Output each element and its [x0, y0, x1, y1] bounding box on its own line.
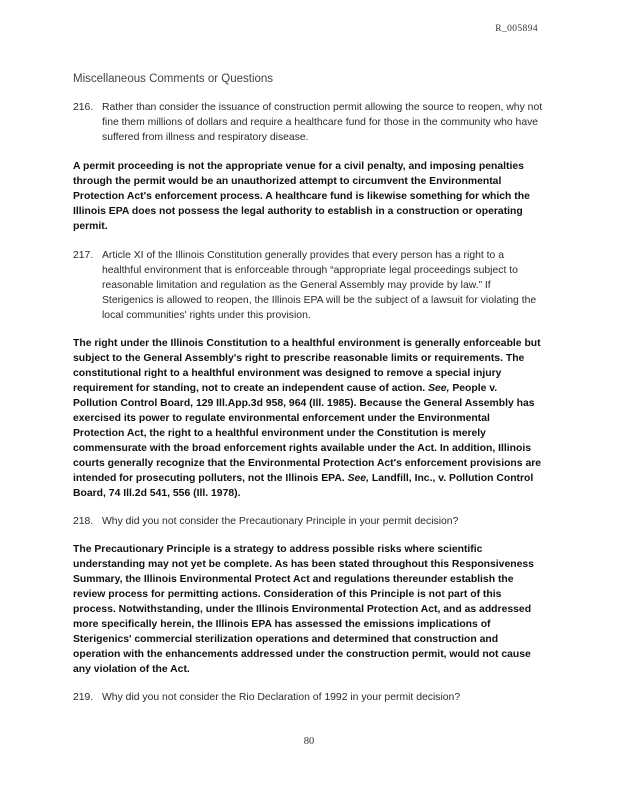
question-216 — [73, 100, 543, 145]
citation-signal: See, — [347, 473, 369, 484]
answer-216: A permit proceeding is not the appropriate venue for a civil penalty, and imposing penalties through the permit would be an unauthorized attempt to circumvent the Environmental Protection Act's enforcement process. A healthcare fund is likewise something for which the Illinois EPA does not possess the legal authority to establish in a construction or operating permit. — [73, 161, 530, 232]
answer-text: The right under the Illinois Constitution to a healthful environment is generally enforceable but subject to the General Assembly's right to prescribe reasonable limits or requirements. The constitutional right to a healthful environment was designed to remove a special injury requirement for standing, not to create an independent cause of action. — [73, 338, 541, 394]
question-number: 218. — [73, 516, 94, 527]
question-219 — [73, 690, 543, 705]
answer-text: People v. Pollution Control Board, 129 Ill.App.3d 958, 964 (Ill. 1985). Because the General Assembly has exercised its power to regulate environmental enforcement under the Environmental Protection Act, the right to a healthful environment under the Constitution is merely commensurate with the broad enforcement rights available under the Act. In addition, Illinois courts generally recognize that the Environmental Protection Act's enforcement provisions are intended for prosecuting polluters, not the Illinois EPA. — [73, 383, 542, 484]
question-number: 217. — [73, 250, 94, 261]
question-number: 216. — [73, 102, 94, 113]
answer-text: Landfill, Inc., v. Pollution Control Board, 74 Ill.2d 541, 556 (Ill. 1978). — [73, 473, 534, 499]
page-number: 80 — [303, 736, 315, 747]
question-217 — [73, 248, 543, 323]
answer-218: The Precautionary Principle is a strategy to address possible risks where scientific understanding may not yet be complete. As has been stated throughout this Responsiveness Summary, the Illinois Environmental Protect Act and regulations thereunder establish the review process for permitting actions. Consideration of this Principle is not part of this process. Notwithstanding, under the Illinois Environmental Protection Act, and as addressed more specifically herein, the Illinois EPA has assessed the emissions implications of Sterigenics' commercial sterilization operations and determined that construction and operation with the enhancements addressed under the construction permit, would not cause any violation of the Act. — [73, 544, 534, 675]
question-text: Why did you not consider the Rio Declaration of 1992 in your permit decision? — [102, 692, 461, 703]
answer-217 — [73, 336, 543, 501]
question-218 — [73, 514, 543, 529]
bates-number: R_005894 — [495, 24, 538, 34]
question-text: Article XI of the Illinois Constitution generally provides that every person has a right to a healthful environment that is enforceable through “appropriate legal proceedings subject to reasonable limitation and regulation as the General Assembly may provide by law.” If Sterigenics is allowed to reopen, the Illinois EPA will be the subject of a lawsuit for violating the local communities' rights under this provision. — [102, 250, 537, 321]
question-text: Why did you not consider the Precautionary Principle in your permit decision? — [102, 516, 459, 527]
document-body — [73, 100, 543, 716]
citation-signal: See, — [428, 383, 450, 394]
question-text: Rather than consider the issuance of construction permit allowing the source to reopen, why not fine them millions of dollars and require a healthcare fund for those in the community who have suffered from illness and respiratory disease. — [102, 102, 543, 143]
section-heading: Miscellaneous Comments or Questions — [73, 73, 274, 85]
question-number: 219. — [73, 692, 94, 703]
